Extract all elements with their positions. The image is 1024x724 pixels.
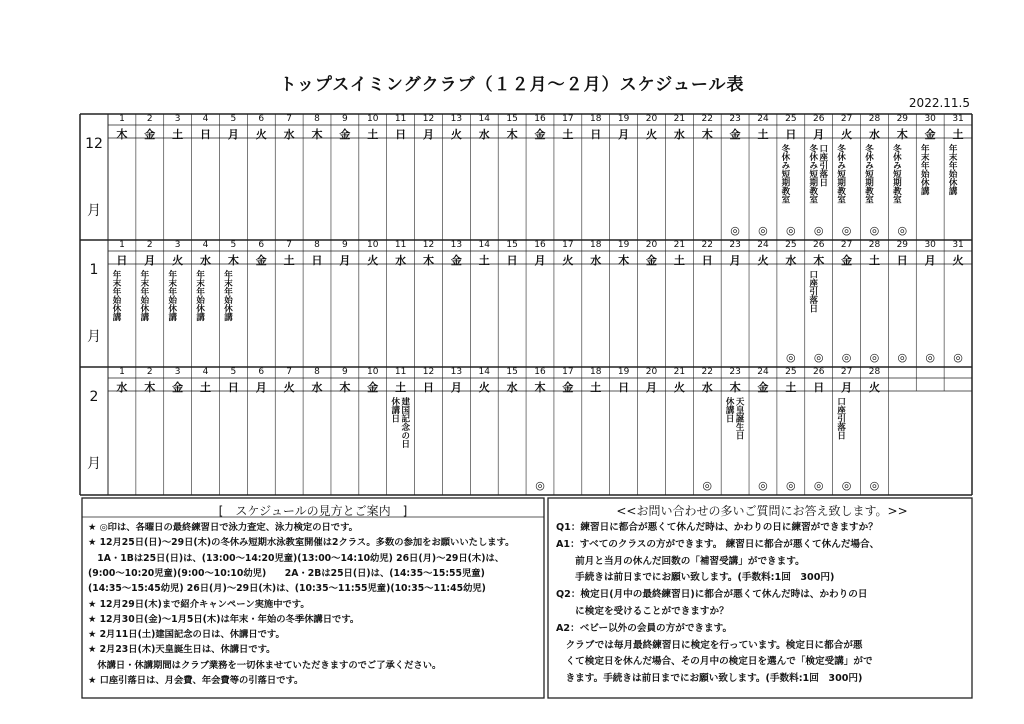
day-number: 12 [422, 367, 435, 377]
guide-line: (9:00～10:20児童)(9:00～10:10幼児) 2A・2Bは25日(日)は、(14:35～15:55児童) [88, 567, 485, 579]
guide-line: 1A・1Bは25日(日)は、(13:00～14:20児童)(13:00～14:10幼児) 26日(月)～29日(木)は、 [88, 552, 505, 564]
day-number: 17 [562, 367, 574, 377]
weekday: 火 [172, 254, 184, 267]
weekday: 月 [255, 381, 267, 394]
day-number: 7 [286, 240, 293, 250]
final-practice-mark: ◎ [813, 479, 824, 492]
day-number: 31 [952, 114, 964, 124]
faq-line: クラブでは毎月最終練習日に検定を行っています。検定日に都合が悪 [556, 639, 863, 651]
weekday: 木 [144, 381, 156, 394]
guide-line: (14:35～15:45幼児) 26日(月)～29日(木)は、(10:35～11:55児童)(10:35～11:45幼児) [88, 583, 486, 595]
weekday: 水 [311, 381, 323, 394]
final-practice-mark: ◎ [758, 224, 768, 237]
weekday: 金 [534, 128, 546, 141]
weekday: 月 [423, 128, 434, 141]
weekday: 月 [729, 254, 741, 267]
guide-line: ★ 12月25日(日)～29日(木)の冬休み短期水泳教室開催は2クラス。多数の参加をお願いいたします。 [88, 537, 515, 549]
weekday: 月 [924, 254, 936, 267]
final-practice-mark: ◎ [813, 224, 824, 237]
day-number: 17 [562, 114, 574, 124]
weekday: 月 [339, 254, 351, 267]
day-number: 24 [757, 114, 769, 124]
faq-line: に検定を受けることができますか？ [556, 606, 729, 617]
weekday: 金 [841, 254, 853, 267]
month-label-number: 1 [89, 262, 99, 278]
day-number: 6 [258, 114, 265, 124]
day-number: 22 [701, 240, 713, 250]
weekday: 木 [729, 381, 741, 394]
day-number: 12 [422, 114, 435, 124]
guide-line: ★ 口座引落日は、月会費、年会費等の引落日です。 [88, 675, 304, 686]
weekday: 月 [450, 381, 462, 394]
weekday: 木 [534, 381, 546, 394]
faq-line: A1：すべてのクラスの方ができます。 練習日に都合が悪くて休んだ場合、 [556, 538, 880, 550]
day-number: 21 [673, 240, 686, 250]
faq-line: 手続きは前日までにお願い致します。(手数料:1回 300円) [556, 572, 835, 584]
weekday: 金 [172, 381, 184, 394]
day-number: 30 [924, 114, 936, 124]
day-number: 24 [757, 240, 769, 250]
day-note: 年末年始休講 [947, 144, 958, 195]
day-note: 口座引落日 [807, 270, 818, 313]
weekday: 土 [868, 254, 880, 267]
day-number: 29 [896, 240, 909, 250]
weekday: 日 [785, 128, 797, 141]
weekday: 木 [896, 128, 908, 141]
final-practice-mark: ◎ [925, 351, 935, 364]
weekday: 金 [450, 254, 462, 267]
day-number: 5 [230, 114, 237, 124]
weekday: 土 [562, 128, 574, 141]
day-number: 1 [119, 114, 125, 124]
day-number: 27 [840, 114, 853, 124]
day-number: 21 [673, 367, 686, 377]
weekday: 火 [673, 381, 685, 394]
day-number: 14 [478, 114, 490, 124]
weekday: 日 [395, 128, 407, 141]
weekday: 月 [227, 128, 239, 141]
weekday: 土 [785, 381, 797, 394]
day-number: 4 [202, 114, 209, 124]
weekday: 水 [478, 128, 490, 141]
day-number: 25 [785, 240, 797, 250]
final-practice-mark: ◎ [841, 224, 852, 237]
weekday: 水 [868, 128, 880, 141]
weekday: 土 [172, 128, 184, 141]
issue-date: 2022.11.5 [908, 96, 970, 110]
day-note: 年末年始休講 [111, 270, 121, 321]
day-number: 24 [757, 367, 769, 377]
weekday: 金 [144, 128, 156, 141]
weekday: 火 [868, 381, 880, 394]
weekday: 金 [255, 254, 267, 267]
day-number: 18 [590, 240, 602, 250]
weekday: 金 [729, 128, 741, 141]
day-number: 16 [534, 367, 546, 377]
day-number: 27 [840, 240, 853, 250]
faq-line: Q1：練習日に都合が悪くて休んだ時は、かわりの日に練習ができますか？ [556, 522, 878, 533]
day-number: 10 [367, 114, 379, 124]
weekday: 月 [645, 381, 657, 394]
final-practice-mark: ◎ [869, 224, 880, 237]
weekday: 水 [395, 254, 407, 267]
weekday: 水 [785, 254, 797, 267]
day-number: 14 [478, 367, 490, 377]
day-number: 12 [422, 240, 435, 250]
weekday: 土 [395, 381, 407, 394]
weekday: 水 [200, 254, 212, 267]
day-number: 2 [146, 114, 153, 124]
weekday: 木 [339, 381, 351, 394]
day-number: 10 [367, 367, 379, 377]
day-number: 4 [202, 367, 209, 377]
day-number: 9 [342, 240, 348, 250]
day-number: 23 [729, 367, 741, 377]
day-number: 11 [394, 240, 407, 250]
day-number: 8 [314, 114, 320, 124]
day-number: 19 [617, 240, 630, 250]
day-number: 28 [868, 367, 881, 377]
weekday: 日 [813, 381, 825, 394]
weekday: 金 [562, 381, 574, 394]
weekday: 土 [757, 128, 769, 141]
day-number: 2 [146, 367, 153, 377]
weekday: 木 [423, 254, 434, 267]
final-practice-mark: ◎ [702, 479, 713, 492]
weekday: 土 [673, 254, 685, 267]
day-number: 23 [729, 240, 741, 250]
weekday: 火 [283, 381, 295, 394]
weekday: 土 [283, 254, 295, 267]
day-number: 18 [590, 367, 602, 377]
weekday: 日 [311, 254, 323, 267]
weekday: 水 [116, 381, 128, 394]
day-number: 13 [450, 240, 463, 250]
weekday: 木 [116, 128, 128, 141]
faq-line: きます。手続きは前日までにお願い致します。(手数料:1回 300円) [556, 673, 863, 685]
day-number: 15 [506, 240, 518, 250]
weekday: 金 [924, 128, 936, 141]
guide-line: ★ 12月30日(金)～1月5日(木)は年末・年始の冬季休講日です。 [88, 613, 360, 625]
final-practice-mark: ◎ [897, 351, 908, 364]
day-number: 31 [952, 240, 964, 250]
weekday: 日 [590, 128, 602, 141]
weekday: 金 [367, 381, 379, 394]
weekday: 日 [227, 381, 239, 394]
weekday: 月 [841, 381, 853, 394]
weekday: 木 [701, 128, 713, 141]
guide-title: [ スケジュールの見方とご案内 ] [218, 504, 408, 518]
day-number: 23 [729, 114, 741, 124]
final-practice-mark: ◎ [730, 224, 740, 237]
day-number: 25 [785, 114, 797, 124]
day-number: 16 [534, 114, 546, 124]
weekday: 土 [200, 381, 212, 394]
day-note: 年末年始休講 [919, 144, 930, 195]
day-number: 19 [617, 367, 630, 377]
final-practice-mark: ◎ [841, 479, 852, 492]
day-number: 15 [506, 367, 518, 377]
faq-line: Q2：検定日(月中の最終練習日)に都合が悪くて休んだ時は、かわりの日 [556, 589, 868, 601]
final-practice-mark: ◎ [786, 351, 796, 364]
day-number: 10 [367, 240, 379, 250]
month-label-number: 12 [85, 136, 103, 152]
month-label-number: 2 [89, 389, 99, 405]
weekday: 金 [645, 254, 657, 267]
weekday: 水 [283, 128, 295, 141]
guide-line: ★ 2月11日(土)建国記念の日は、休講日です。 [88, 629, 285, 641]
weekday: 水 [506, 381, 518, 394]
day-number: 3 [174, 367, 181, 377]
day-number: 22 [701, 367, 713, 377]
day-number: 3 [174, 114, 181, 124]
faq-line: 前月と当月の休んだ回数の「補習受講」ができます。 [556, 555, 805, 567]
faq-line: A2：ベビー以外の会員の方ができます。 [556, 622, 733, 634]
weekday: 火 [367, 254, 379, 267]
weekday: 土 [952, 128, 964, 141]
weekday: 木 [227, 254, 239, 267]
weekday: 火 [255, 128, 267, 141]
weekday: 日 [896, 254, 908, 267]
day-note: 年末年始休講 [166, 270, 177, 321]
weekday: 金 [339, 128, 351, 141]
day-number: 22 [701, 114, 713, 124]
weekday: 火 [757, 254, 769, 267]
weekday: 月 [534, 254, 546, 267]
day-number: 11 [394, 114, 407, 124]
day-number: 8 [314, 367, 320, 377]
day-number: 1 [119, 240, 125, 250]
day-note: 天皇誕生日 休講日 [724, 397, 745, 440]
day-number: 8 [314, 240, 320, 250]
final-practice-mark: ◎ [813, 351, 824, 364]
weekday: 土 [367, 128, 379, 141]
day-number: 2 [146, 240, 153, 250]
day-number: 30 [924, 240, 936, 250]
day-number: 20 [645, 114, 658, 124]
month-label-unit: 月 [87, 456, 101, 472]
weekday: 火 [645, 128, 657, 141]
weekday: 木 [311, 128, 323, 141]
weekday: 火 [562, 254, 574, 267]
weekday: 土 [590, 381, 602, 394]
day-number: 9 [342, 367, 348, 377]
day-number: 9 [342, 114, 348, 124]
day-note: 口座引落日 [835, 397, 846, 440]
day-number: 20 [645, 367, 658, 377]
day-number: 11 [394, 367, 407, 377]
weekday: 日 [200, 128, 212, 141]
day-number: 7 [286, 367, 293, 377]
day-number: 13 [450, 367, 463, 377]
day-number: 6 [258, 367, 265, 377]
guide-line: ★ 12月29日(木)まで紹介キャンペーン実施中です。 [88, 598, 310, 610]
page-title: トップスイミングクラブ（１２月～２月）スケジュール表 [279, 75, 745, 95]
faq-line: くて検定日を休んだ場合、その月中の検定日を選んで「検定受講」がで [556, 656, 873, 668]
day-note: 口座引落日 冬休み短期教室 [807, 144, 828, 204]
weekday: 火 [450, 128, 462, 141]
final-practice-mark: ◎ [897, 224, 908, 237]
day-number: 1 [119, 367, 125, 377]
final-practice-mark: ◎ [786, 224, 796, 237]
day-number: 25 [785, 367, 797, 377]
month-label-unit: 月 [87, 329, 101, 345]
day-number: 3 [174, 240, 181, 250]
guide-line: ★ ◎印は、各曜日の最終練習日で泳力査定、泳力検定の日です。 [88, 522, 358, 533]
weekday: 土 [478, 254, 490, 267]
day-number: 16 [534, 240, 546, 250]
weekday: 金 [757, 381, 769, 394]
day-number: 14 [478, 240, 490, 250]
day-number: 21 [673, 114, 686, 124]
weekday: 水 [673, 128, 685, 141]
final-practice-mark: ◎ [758, 479, 768, 492]
day-note: 年末年始休講 [222, 270, 233, 321]
weekday: 月 [813, 128, 825, 141]
day-number: 18 [590, 114, 602, 124]
day-note: 冬休み短期教室 [779, 144, 790, 204]
day-note: 年末年始休講 [138, 270, 149, 321]
day-number: 28 [868, 240, 881, 250]
final-practice-mark: ◎ [869, 479, 880, 492]
guide-line: ★ 2月23日(木)天皇誕生日は、休講日です。 [88, 644, 276, 656]
guide-line: 休講日・休講期間はクラブ業務を一切休ませていただきますのでご了承ください。 [88, 659, 442, 671]
day-note: 冬休み短期教室 [863, 144, 874, 204]
weekday: 月 [618, 128, 630, 141]
weekday: 火 [478, 381, 490, 394]
day-number: 19 [617, 114, 630, 124]
weekday: 日 [423, 381, 434, 394]
day-number: 15 [506, 114, 518, 124]
day-number: 28 [868, 114, 881, 124]
final-practice-mark: ◎ [869, 351, 880, 364]
weekday: 日 [506, 254, 518, 267]
month-label-unit: 月 [87, 203, 101, 219]
weekday: 月 [144, 254, 156, 267]
day-number: 26 [812, 114, 825, 124]
day-number: 29 [896, 114, 909, 124]
weekday: 木 [506, 128, 518, 141]
day-number: 13 [450, 114, 463, 124]
day-number: 27 [840, 367, 853, 377]
weekday: 火 [841, 128, 853, 141]
day-number: 26 [812, 240, 825, 250]
weekday: 木 [618, 254, 630, 267]
weekday: 木 [813, 254, 825, 267]
final-practice-mark: ◎ [841, 351, 852, 364]
day-number: 26 [812, 367, 825, 377]
final-practice-mark: ◎ [953, 351, 963, 364]
day-number: 17 [562, 240, 574, 250]
day-note: 年末年始休講 [194, 270, 205, 321]
day-number: 20 [645, 240, 658, 250]
day-number: 4 [202, 240, 209, 250]
weekday: 日 [701, 254, 713, 267]
weekday: 水 [701, 381, 713, 394]
day-number: 6 [258, 240, 265, 250]
day-number: 5 [230, 367, 237, 377]
day-note: 冬休み短期教室 [835, 144, 846, 204]
day-note: 冬休み短期教室 [891, 144, 902, 204]
weekday: 火 [952, 254, 964, 267]
weekday: 日 [618, 381, 630, 394]
faq-title: <<お問い合わせの多いご質問にお答え致します。>> [616, 504, 908, 518]
final-practice-mark: ◎ [535, 479, 545, 492]
day-note: 建国記念の日 休講日 [389, 397, 410, 448]
weekday: 水 [590, 254, 602, 267]
weekday: 日 [116, 254, 128, 267]
day-number: 5 [230, 240, 237, 250]
day-number: 7 [286, 114, 293, 124]
final-practice-mark: ◎ [786, 479, 796, 492]
